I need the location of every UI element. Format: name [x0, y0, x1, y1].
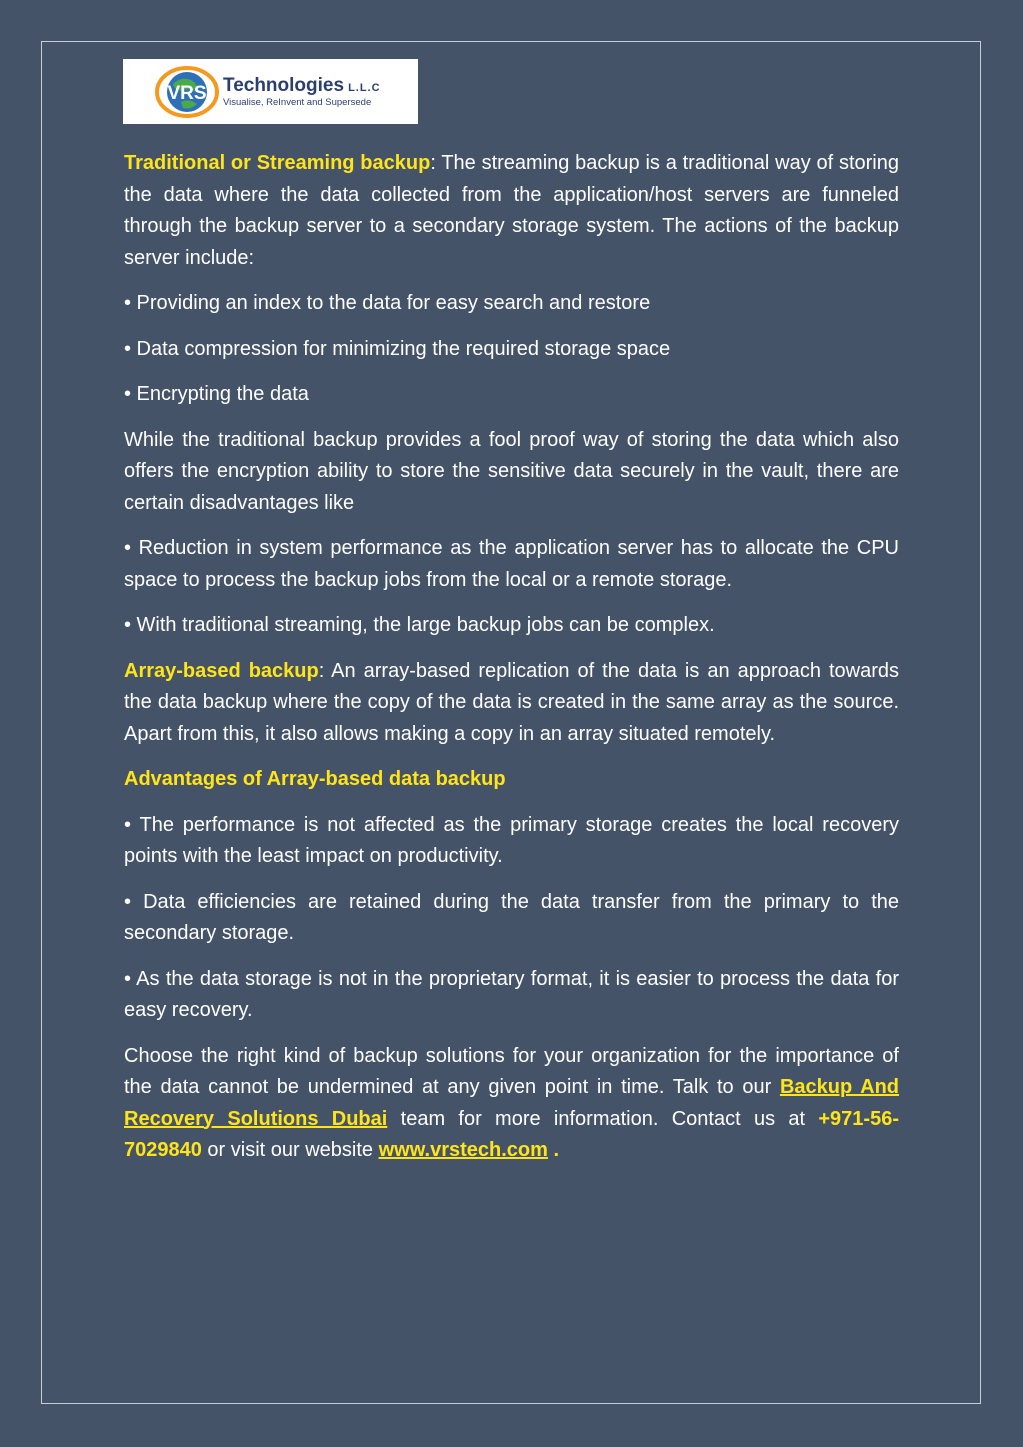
website-link[interactable]: www.vrstech.com — [378, 1139, 548, 1161]
document-body — [124, 148, 899, 1181]
array-text: : An array-based replication of the data is an approach towards the data backup where the copy of the data is created in the same array as the source. Apart from this, it also allows making a copy in an array situated remotely. — [124, 659, 899, 745]
array-heading: Array-based backup — [124, 659, 319, 682]
advantages-heading: Advantages of Array-based data backup — [124, 768, 506, 790]
globe-logo-icon — [151, 62, 221, 122]
traditional-paragraph — [124, 148, 899, 274]
closing-paragraph — [124, 1041, 899, 1167]
logo-llc: L.L.C — [348, 81, 381, 94]
bullet-item: • Data efficiencies are retained during the data transfer from the primary to the secondary storage. — [124, 890, 899, 944]
traditional-text: : The streaming backup is a traditional way of storing the data where the data collected from the application/host servers are funneled through the backup server to a secondary storage system. The actions of the backup server include: — [124, 152, 899, 269]
closing-period: . — [547, 1139, 560, 1161]
closing-text: Choose the right kind of backup solutions for your organization for the importance of the data cannot be undermined at any given point in time. Talk to our — [124, 1044, 899, 1098]
bullet-item: • With traditional streaming, the large backup jobs can be complex. — [124, 614, 715, 636]
logo-name: Technologies — [223, 74, 345, 96]
company-logo — [123, 59, 418, 124]
bullet-item: • As the data storage is not in the proprietary format, it is easier to process the data for easy recovery. — [124, 967, 899, 1021]
closing-text: or visit our website — [201, 1139, 379, 1161]
disadvantages-intro: While the traditional backup provides a fool proof way of storing the data which also offers the encryption ability to store the sensitive data securely in the vault, there are certain disadvantages like — [124, 428, 899, 514]
phone-number: +971-56-7029840 — [124, 1107, 899, 1161]
logo-tagline: Visualise, ReInvent and Supersede — [223, 96, 372, 108]
bullet-item: • The performance is not affected as the primary storage creates the local recovery points with the least impact on productivity. — [124, 813, 899, 867]
bullet-item: • Encrypting the data — [124, 383, 309, 405]
bullet-item: • Data compression for minimizing the required storage space — [124, 337, 671, 360]
array-paragraph — [124, 656, 899, 751]
bullet-item: • Reduction in system performance as the application server has to allocate the CPU space to process the backup jobs from the local or a remote storage. — [124, 537, 899, 591]
bullet-item: • Providing an index to the data for easy search and restore — [124, 292, 651, 314]
backup-solutions-link[interactable]: Backup And Recovery Solutions Dubai — [124, 1076, 900, 1130]
closing-text: team for more information. Contact us at — [387, 1107, 819, 1130]
traditional-heading: Traditional or Streaming backup — [124, 152, 431, 174]
svg-text:VRS: VRS — [167, 82, 207, 104]
